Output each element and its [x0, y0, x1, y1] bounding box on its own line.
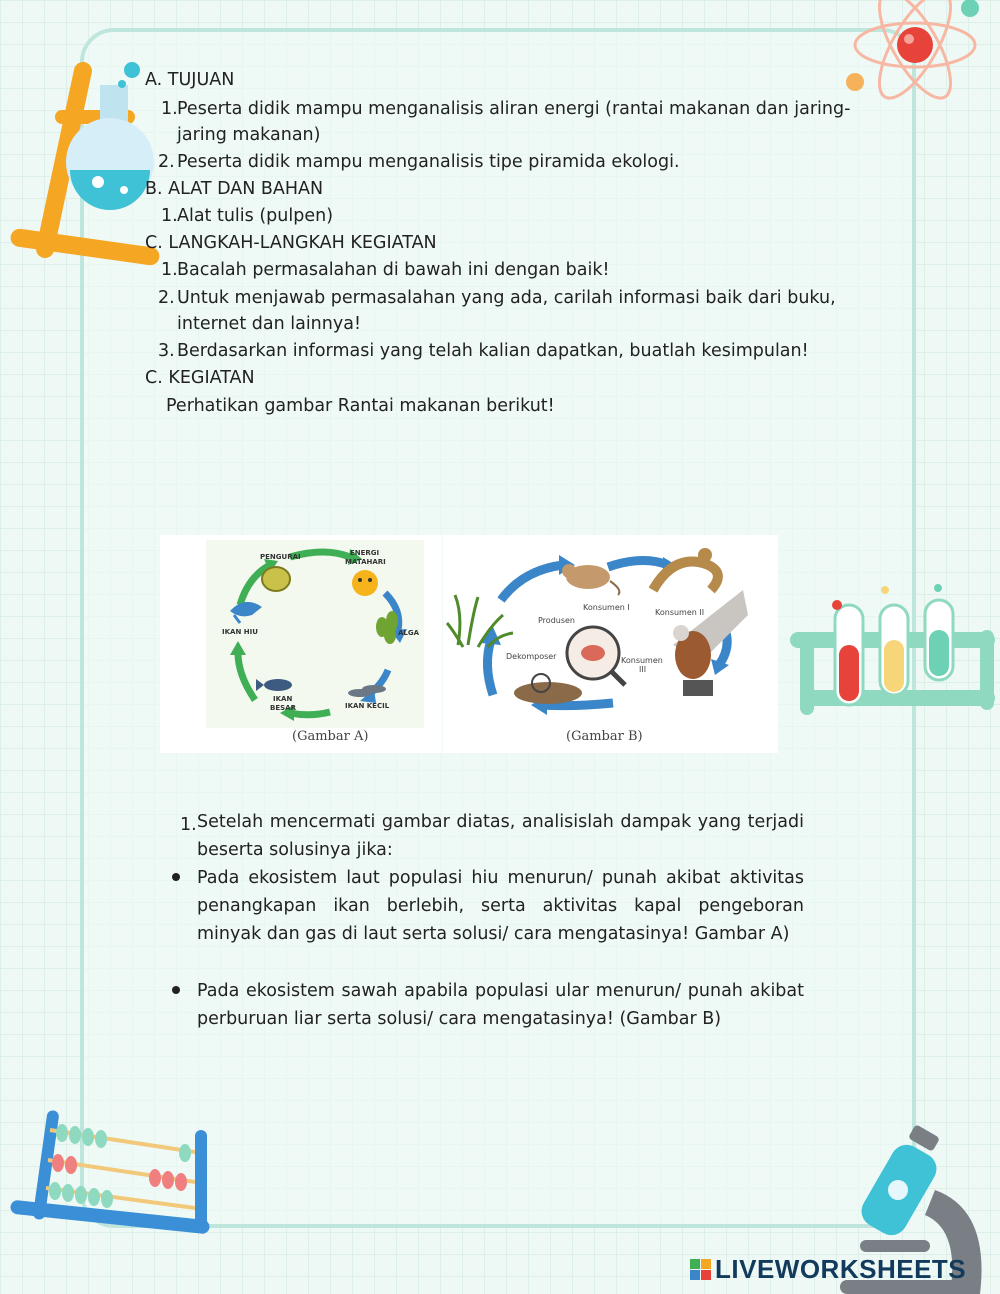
liveworksheets-logo — [690, 1254, 966, 1284]
question-number: 1. — [180, 815, 197, 835]
section-d-intro: Perhatikan gambar Rantai makanan berikut! — [166, 396, 555, 416]
caption-b: (Gambar B) — [566, 729, 643, 744]
label-pengurai: PENGURAI — [260, 553, 301, 561]
list-item-text: Bacalah permasalahan di bawah ini dengan baik! — [177, 260, 610, 280]
figure-b — [443, 535, 778, 753]
list-item-text: Peserta didik mampu menganalisis aliran energi (rantai makanan dan jaring- — [177, 99, 851, 119]
label-konsumen-1: Konsumen I — [583, 603, 630, 612]
bullet-dot — [172, 986, 180, 994]
section-a-heading: A. TUJUAN — [145, 70, 235, 90]
label-ikan: IKAN — [273, 695, 293, 703]
list-item-text: Alat tulis (pulpen) — [177, 206, 334, 226]
sun-icon — [352, 570, 378, 596]
label-konsumen-3: Konsumen — [621, 656, 663, 665]
figure-a — [160, 535, 442, 753]
label-konsumen-3-roman: III — [639, 665, 647, 674]
label-energi: ENERGI — [350, 549, 380, 557]
list-item-text: internet dan lainnya! — [177, 314, 361, 334]
list-item-text: Berdasarkan informasi yang telah kalian dapatkan, buatlah kesimpulan! — [177, 341, 809, 361]
carcass-icon — [514, 674, 582, 704]
label-alga: ALGA — [398, 629, 420, 637]
label-dekomposer: Dekomposer — [506, 652, 557, 661]
section-c-heading: C. LANGKAH-LANGKAH KEGIATAN — [145, 233, 437, 253]
section-b-heading: B. ALAT DAN BAHAN — [145, 179, 324, 199]
list-item-text: Peserta didik mampu menganalisis tipe piramida ekologi. — [177, 152, 680, 172]
list-item-number: 2. — [158, 288, 175, 308]
caption-a: (Gambar A) — [292, 729, 369, 744]
brand-name: LIVEWORKSHEETS — [715, 1253, 967, 1284]
question-text: Setelah mencermati gambar diatas, analisislah dampak yang terjadi beserta solusinya jika: — [197, 812, 804, 860]
question-bullet-1: Pada ekosistem laut populasi hiu menurun/ punah akibat aktivitas penangkapan ikan berlebih, serta aktivitas kapal pengeboran minyak dan gas di laut serta solusi/ cara mengatasinya! Gambar A) — [197, 868, 804, 944]
label-besar: BESAR — [270, 704, 296, 712]
magnifier-icon — [567, 627, 625, 685]
section-d-heading: C. KEGIATAN — [145, 368, 255, 388]
label-ikan-hiu: IKAN HIU — [222, 628, 258, 636]
label-ikan-kecil: IKAN KECIL — [345, 702, 390, 710]
decomposer-icon — [262, 567, 290, 591]
list-item-number: 3. — [158, 341, 175, 361]
snake-icon — [653, 548, 718, 590]
bullet-dot — [172, 873, 180, 881]
label-matahari: MATAHARI — [345, 558, 386, 566]
list-item-number: 1. — [161, 260, 178, 280]
list-item-text: jaring makanan) — [177, 125, 321, 145]
list-item-text: Untuk menjawab permasalahan yang ada, carilah informasi baik dari buku, — [177, 288, 836, 308]
list-item-number: 2. — [158, 152, 175, 172]
label-konsumen-2: Konsumen II — [655, 608, 705, 617]
hawk-icon — [673, 590, 748, 696]
grass-icon — [447, 595, 513, 647]
food-chain-diagram-b — [443, 535, 778, 735]
question-bullet-2: Pada ekosistem sawah apabila populasi ular menurun/ punah akibat perburuan liar serta solusi/ cara mengatasinya! (Gambar B) — [197, 981, 804, 1029]
food-chain-diagram-a — [160, 535, 442, 735]
list-item-number: 1. — [161, 99, 178, 119]
brand-logo-icon — [690, 1259, 711, 1280]
list-item-number: 1. — [161, 206, 178, 226]
label-produsen: Produsen — [538, 616, 575, 625]
